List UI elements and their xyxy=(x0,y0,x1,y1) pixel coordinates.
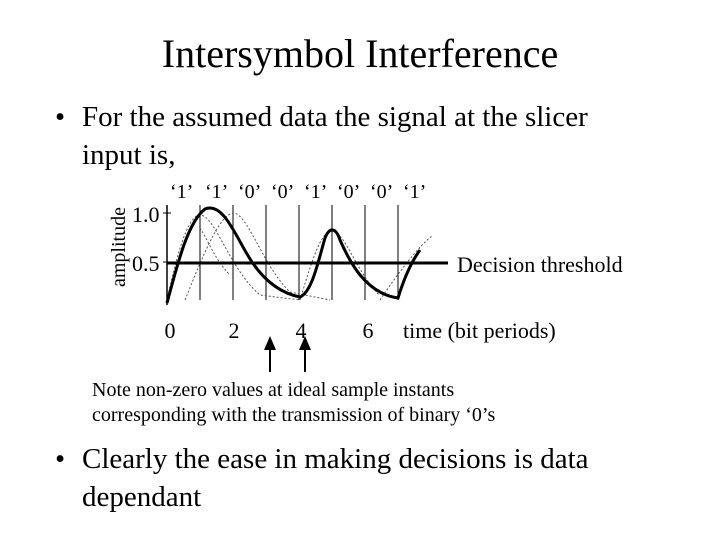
slide-title: Intersymbol Interference xyxy=(161,31,559,76)
x-tick-label: 2 xyxy=(228,318,240,343)
bit-label: ‘0’ xyxy=(238,181,262,203)
pulse-curve xyxy=(200,228,230,275)
x-axis-label: time (bit periods) xyxy=(403,318,556,343)
bit-label: ‘1’ xyxy=(304,181,328,203)
x-tick-label: 0 xyxy=(164,318,176,343)
bit-period-lines xyxy=(200,205,398,300)
bullet-dot: • xyxy=(55,443,66,475)
x-tick-label: 4 xyxy=(295,318,307,343)
y-axis-label: amplitude xyxy=(108,207,130,287)
bullet-2 xyxy=(55,440,705,516)
note-line-2: corresponding with the transmission of binary ‘0’s xyxy=(92,404,496,426)
bit-label: ‘1’ xyxy=(403,181,427,203)
pulse-curve xyxy=(380,236,432,300)
threshold-label: Decision threshold xyxy=(457,252,623,277)
bullet-1-line-1: For the assumed data the signal at the slicer xyxy=(82,101,588,133)
x-tick-label: 6 xyxy=(362,318,374,343)
arrow-up-icon xyxy=(264,336,276,350)
note-line-1: Note non-zero values at ideal sample instants xyxy=(92,379,455,401)
composite-signal xyxy=(167,208,420,303)
bullet-2-line-1: Clearly the ease in making decisions is data xyxy=(82,443,589,475)
bit-label: ‘0’ xyxy=(337,181,361,203)
bit-label: ‘0’ xyxy=(370,181,394,203)
bit-label: ‘0’ xyxy=(271,181,295,203)
bullet-dot: • xyxy=(55,101,66,133)
bit-label: ‘1’ xyxy=(205,181,229,203)
bullet-1-line-2: input is, xyxy=(82,139,176,171)
note xyxy=(92,378,495,428)
y-tick-label: 1.0 xyxy=(132,202,160,227)
bit-labels xyxy=(170,181,426,203)
y-tick-label: 0.5 xyxy=(132,251,160,276)
bullet-2-line-2: dependant xyxy=(82,481,202,513)
bit-label: ‘1’ xyxy=(170,181,194,203)
